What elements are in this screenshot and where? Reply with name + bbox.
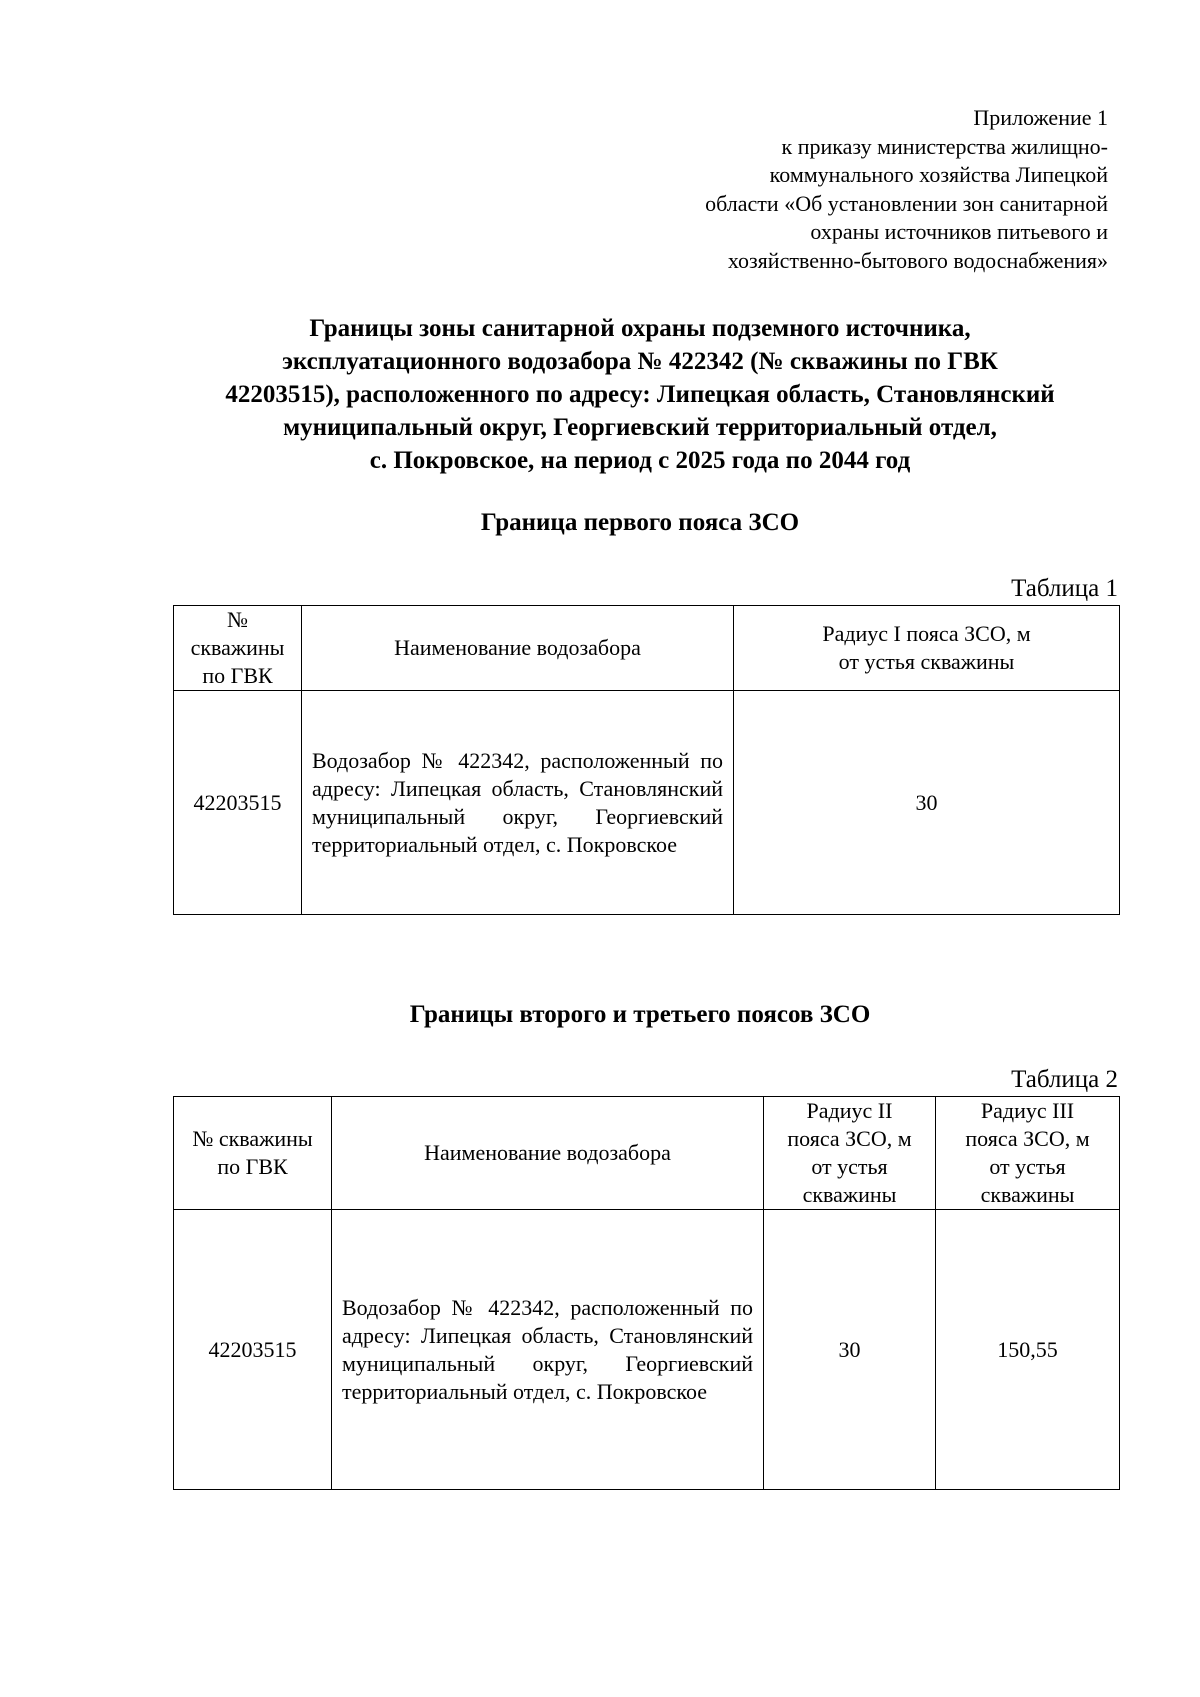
cell-intake-name: Водозабор № 422342, расположенный по адресу: Липецкая область, Становлянский муниципальный округ, Георгиевский территориальный отдел, с. Покровское <box>302 691 734 915</box>
appendix-line: Приложение 1 <box>973 105 1108 130</box>
cell-radius-2: 30 <box>764 1210 936 1490</box>
header-radius-1: Радиус I пояса ЗСО, м от устья скважины <box>734 606 1120 691</box>
header-intake-name: Наименование водозабора <box>302 606 734 691</box>
header-well-number: № скважины по ГВК <box>174 1097 332 1210</box>
title-line: муниципальный округ, Георгиевский территориальный отдел, <box>283 414 997 441</box>
appendix-line: к приказу министерства жилищно- <box>781 133 1108 159</box>
section2-title: Границы второго и третьего поясов ЗСО <box>409 1001 871 1028</box>
header-intake-name: Наименование водозабора <box>332 1097 764 1210</box>
title-line: с. Покровское, на период с 2025 года по 2044 год <box>369 447 911 474</box>
table-row <box>174 691 1120 915</box>
appendix-line: хозяйственно-бытового водоснабжения» <box>727 247 1108 273</box>
table2-label: Таблица 2 <box>1011 1066 1118 1093</box>
cell-well-number: 42203515 <box>174 691 302 915</box>
cell-well-number: 42203515 <box>174 1210 332 1490</box>
appendix-line: коммунального хозяйства Липецкой <box>769 162 1108 187</box>
appendix-block <box>608 104 1108 275</box>
table1 <box>173 605 1120 915</box>
title-line: 42203515), расположенного по адресу: Липецкая область, Становлянский <box>225 381 1055 408</box>
header-radius-2: Радиус II пояса ЗСО, м от устья скважины <box>764 1097 936 1210</box>
appendix-line: охраны источников питьевого и <box>810 219 1108 244</box>
header-well-number: № скважины по ГВК <box>174 606 302 691</box>
title-line: Границы зоны санитарной охраны подземного источника, <box>309 315 971 342</box>
table2-header-row <box>174 1097 1120 1210</box>
appendix-line: области «Об установлении зон санитарной <box>705 190 1108 216</box>
cell-radius-1: 30 <box>734 691 1120 915</box>
table-row <box>174 1210 1120 1490</box>
document-title <box>150 312 1130 477</box>
cell-radius-3: 150,55 <box>936 1210 1120 1490</box>
section1-title: Граница первого пояса ЗСО <box>480 509 800 536</box>
header-radius-3: Радиус III пояса ЗСО, м от устья скважины <box>936 1097 1120 1210</box>
table1-header-row <box>174 606 1120 691</box>
table1-label: Таблица 1 <box>1011 575 1118 602</box>
table2 <box>173 1096 1120 1490</box>
title-line: эксплуатационного водозабора № 422342 (№ скважины по ГВК <box>282 348 998 375</box>
cell-intake-name: Водозабор № 422342, расположенный по адресу: Липецкая область, Становлянский муниципальный округ, Георгиевский территориальный отдел, с. Покровское <box>332 1210 764 1490</box>
